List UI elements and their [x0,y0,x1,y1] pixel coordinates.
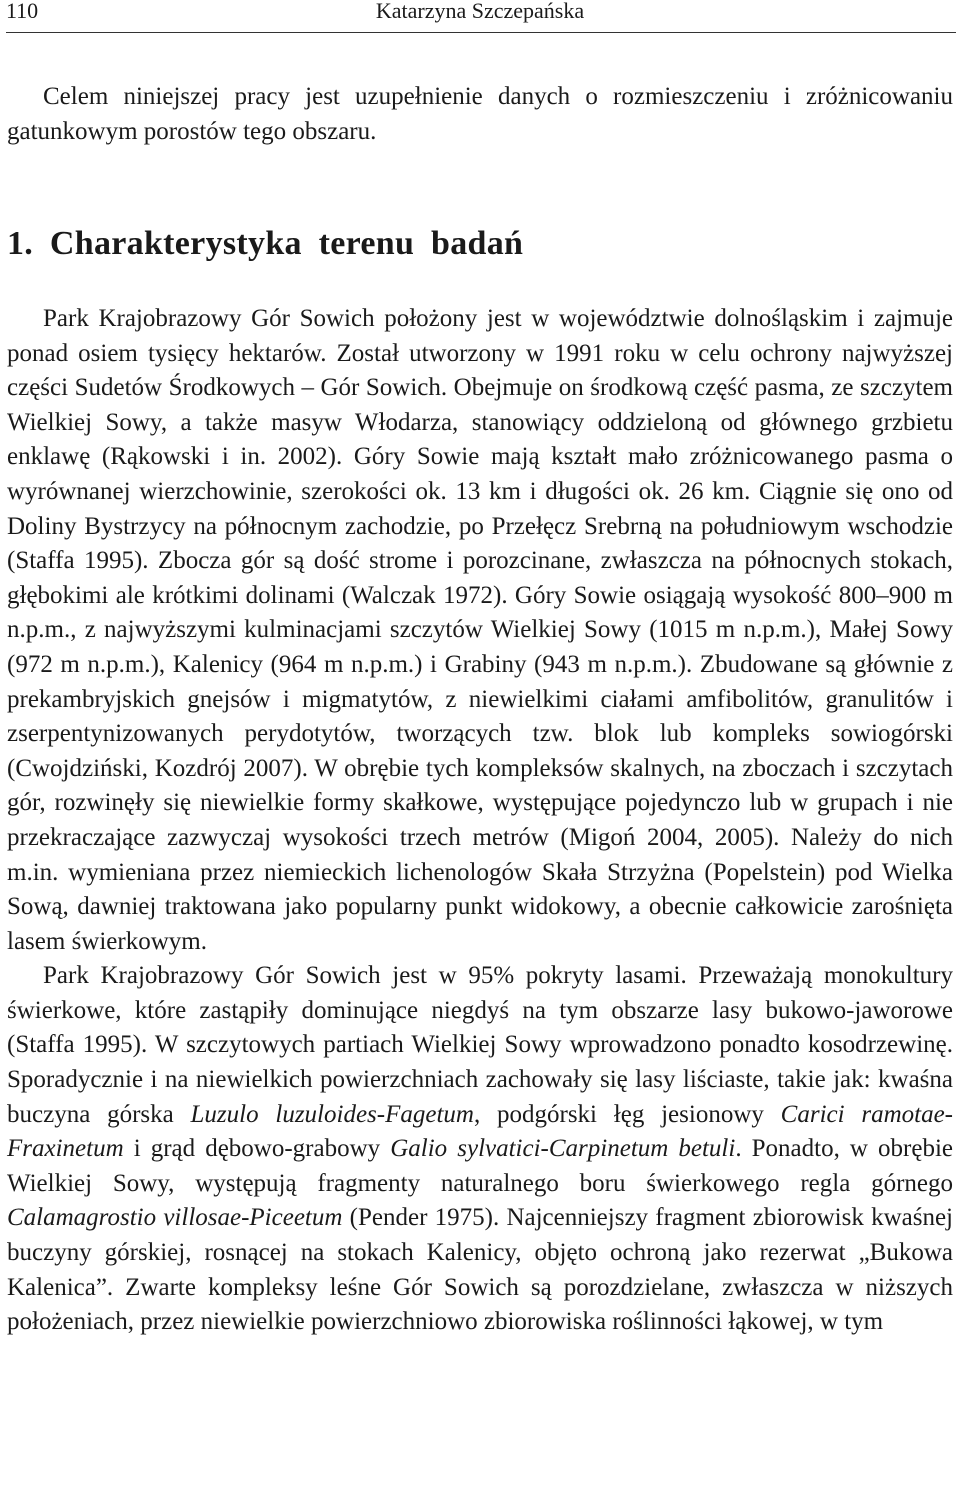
species-name-2: Carici ramotae-Fraxinetum [7,1100,953,1163]
header-rule [6,32,956,33]
body-text [7,302,953,1340]
paragraph-2-text-4: . Ponadto, w obrębie Wielkiej Sowy, występują fragmenty naturalnego boru świerkowego regla górnego [7,1135,953,1197]
intro-paragraph [7,80,953,149]
species-name-4: Calamagrostio villosae-Piceetum [7,1204,343,1232]
species-name-3: Galio sylvatici-Carpinetum betuli [390,1135,736,1163]
paragraph-2-text-2: , podgórski łęg jesionowy [473,1100,781,1128]
intro-text: Celem niniejszej pracy jest uzupełnienie danych o rozmieszczeniu i zróżnicowaniu gatunkowym porostów tego obszaru. [7,83,953,145]
section-heading: 1. Charakterystyka terenu badań [7,225,524,262]
paragraph-2 [7,959,953,1340]
paragraph-1: Park Krajobrazowy Gór Sowich położony jest w województwie dolnośląskim i zajmuje ponad osiem tysięcy hektarów. Został utworzony w 1991 roku w celu ochrony najwyższej części Sudetów Środkowych – Gór Sowich. Obejmuje on środkową część pasma, ze szczytem Wielkiej Sowy, a także masyw Włodarza, stanowiący oddzieloną od głównego grzbietu enklawę (Rąkowski i in. 2002). Góry Sowie mają kształt mało zróżnicowanego pasma o wyrównanej wierzchowinie, szerokości ok. 13 km i długości ok. 26 km. Ciągnie się ono od Doliny Bystrzycy na północnym zachodzie, po Przełęcz Srebrną na południowym wschodzie (Staffa 1995). Zbocza gór są dość strome i porozcinane, zwłaszcza na północnych stokach, głębokimi ale krótkimi dolinami (Walczak 1972). Góry Sowie osiągają wysokość 800–900 m n.p.m., z najwyższymi kulminacjami szczytów Wielkiej Sowy (1015 m n.p.m.), Małej Sowy (972 m n.p.m.), Kalenicy (964 m n.p.m.) i Grabiny (943 m n.p.m.). Zbudowane są głównie z prekambryjskich gnejsów i migmatytów, z niewielkimi ciałami amfibolitów, granulitów i zserpentynizowanych perydotytów, tworzących tzw. blok lub kompleks sowiogórski (Cwojdziński, Kozdrój 2007). W obrębie tych kompleksów skalnych, na zboczach i szczytach gór, rozwinęły się niewielkie formy skałkowe, występujące pojedynczo lub w grupach i nie przekraczające zazwyczaj wysokości trzech metrów (Migoń 2004, 2005). Należy do nich m.in. wymieniana przez niemieckich lichenologów Skała Strzyżna (Popelstein) pod Wielka Sową, dawniej traktowana jako popularny punkt widokowy, a obecnie całkowicie zarośnięta lasem świerkowym. [7,305,953,955]
page-header [0,0,960,32]
paragraph-2-text-3: i grąd dębowo-grabowy [123,1135,391,1163]
running-head-author: Katarzyna Szczepańska [375,0,585,23]
paragraph-2-text-1: Park Krajobrazowy Gór Sowich jest w 95% pokryty lasami. Przeważają monokultury świerkowe, które zastąpiły dominujące niegdyś na tym obszarze lasy bukowo-jaworowe (Staffa 1995). W szczytowych partiach Wielkiej Sowy wprowadzono ponadto kosodrzewinę. Sporadycznie i na niewielkich powierzchniach zachowały się lasy liściaste, takie jak: kwaśna buczyna górska [7,962,953,1128]
page-number: 110 [6,0,39,23]
paragraph-2-text-5: (Pender 1975). Najcenniejszy fragment zbiorowisk kwaśnej buczyny górskiej, rosnącej na stokach Kalenicy, objęto ochroną jako rezerwat „Bukowa Kalenica”. Zwarte kompleksy leśne Gór Sowich są porozdzielane, zwłaszcza w niższych położeniach, przez niewielkie powierzchniowo zbiorowiska roślinności łąkowej, w tym [7,1204,953,1336]
species-name-1: Luzulo luzuloides-Fagetum [190,1100,474,1128]
